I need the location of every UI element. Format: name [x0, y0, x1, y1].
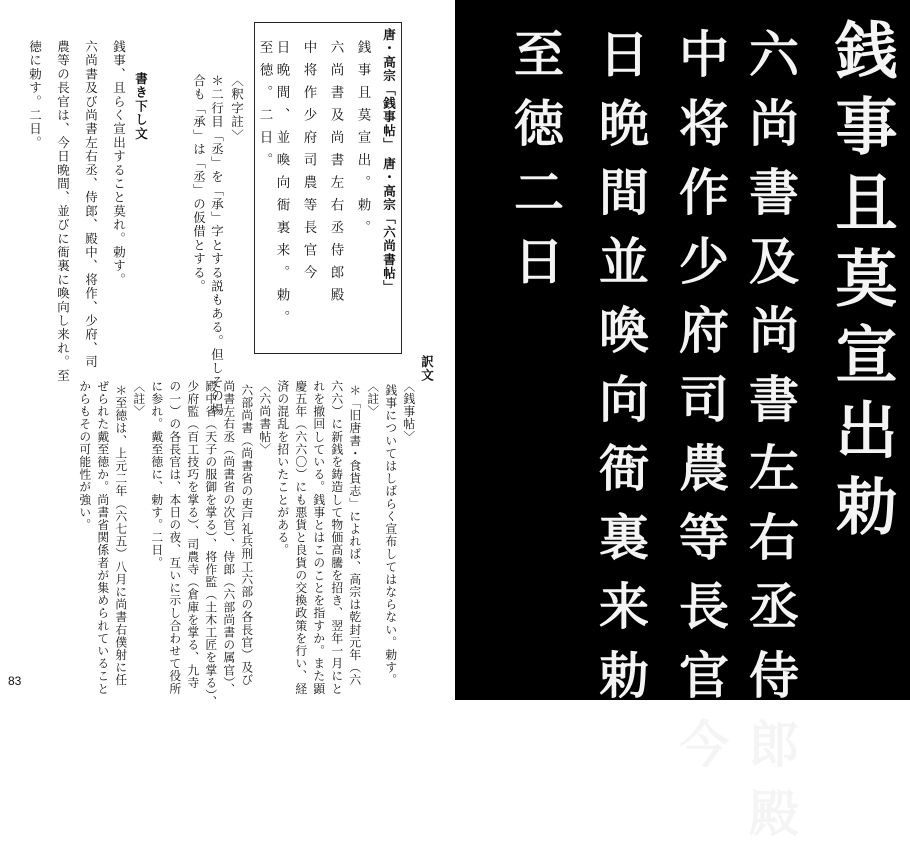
translation-line-9: 〈六尚書帖〉 [257, 380, 272, 456]
translation-line-19: からもその可能性が強い。 [77, 380, 92, 532]
notes-line-1: ＊二行目「丞」を「承」字とする説もある。但しその場 [209, 74, 225, 417]
kakikudashi-line-1: 銭事、且らく宣出すること莫れ。勅す。 [111, 40, 127, 287]
translation-line-10: 六部尚書（尚書省の吏戸礼兵刑工六部の各長官）及び [239, 384, 254, 687]
translation-line-16: 〈註〉 [131, 380, 146, 418]
translation-line-12: 殿中省（天子の服御を掌る）、将作監（土木工匠を掌る）、 [203, 380, 218, 709]
kakikudashi-heading: 書き下し文 [133, 72, 149, 141]
kakikudashi-line-3: 農等の長官は、今日晩間、並びに衙裏に喚向し来れ。至 [55, 40, 71, 383]
original-line-2: 六尚書及尚書左右丞侍郎殿 [327, 40, 344, 310]
original-line-3: 中将作少府司農等長官今 [300, 40, 317, 288]
translation-line-11: 尚書左右丞（尚書省の次官）、侍郎（六部尚書の属官）、 [221, 380, 236, 696]
translation-line-5: 六六）に新銭を鋳造して物価高騰を招き、翌年一月にと [329, 380, 344, 695]
translation-line-7: 慶五年（六六〇）にも悪貨と良貨の交換政策を行い、経 [293, 380, 308, 695]
original-line-4: 日晩間、並喚向衙裏来。勅。 [273, 40, 290, 333]
page-number: 83 [8, 674, 22, 688]
translation-line-2: 銭事についてはしばらく宣布してはならない。勅す。 [383, 384, 398, 687]
original-header: 唐・高宗「銭事帖」 唐・高宗「六尚書帖」 [381, 28, 397, 294]
translation-line-18: ぜられた戴至徳か。尚書省関係者が集められていること [95, 380, 110, 695]
kakikudashi-line-4: 徳に勅す。二日。 [27, 40, 43, 150]
translation-line-15: に参れ。戴至徳に、勅す。二日。 [149, 380, 164, 569]
notes-line-2: 合も「承」は「丞」の仮借とする。 [191, 74, 207, 294]
translation-line-8: 済の混乱を招いたことがある。 [275, 380, 290, 557]
original-line-5: 至徳。二日。 [256, 40, 273, 175]
kakikudashi-line-2: 六尚書及び尚書左右丞、侍郎、殿中、将作、少府、司 [83, 40, 99, 369]
calligraphy-column-5: 至徳二日 [506, 28, 565, 304]
left-page [0, 0, 455, 709]
translation-line-1: 〈銭事帖〉 [401, 380, 416, 443]
calligraphy-column-3: 中将作少府司農等長官今 [671, 28, 730, 787]
translation-line-14: の一）の各長官は、本日の夜、互いに示し合わせて役所 [167, 380, 182, 695]
translation-line-6: れを撤回している。銭事とはこのことを指すか。また顕 [311, 380, 326, 695]
translation-line-13: 少府監（百工技巧を掌る）、司農寺（倉庫を掌る、九寺 [185, 380, 200, 690]
calligraphy-column-1: 銭事且莫宣出勅 [825, 18, 898, 550]
translation-heading: 訳文 [419, 355, 435, 383]
translation-line-4: ＊「旧唐書・食貨志」によれば、高宗は乾封元年（六 [347, 384, 362, 687]
calligraphy-column-4: 日晩間並喚向衙裏来勅 [591, 28, 650, 718]
translation-line-3: 〈註〉 [365, 380, 380, 418]
notes-heading: 〈釈字註〉 [229, 74, 245, 143]
right-page-calligraphy [455, 0, 910, 856]
calligraphy-column-2: 六尚書及尚書左右丞侍郎殿 [741, 28, 800, 856]
translation-line-17: ＊至徳は、上元二年（六七五）八月に尚書右僕射に任 [113, 384, 128, 687]
original-line-1: 銭事且莫宣出。勅。 [354, 40, 371, 243]
